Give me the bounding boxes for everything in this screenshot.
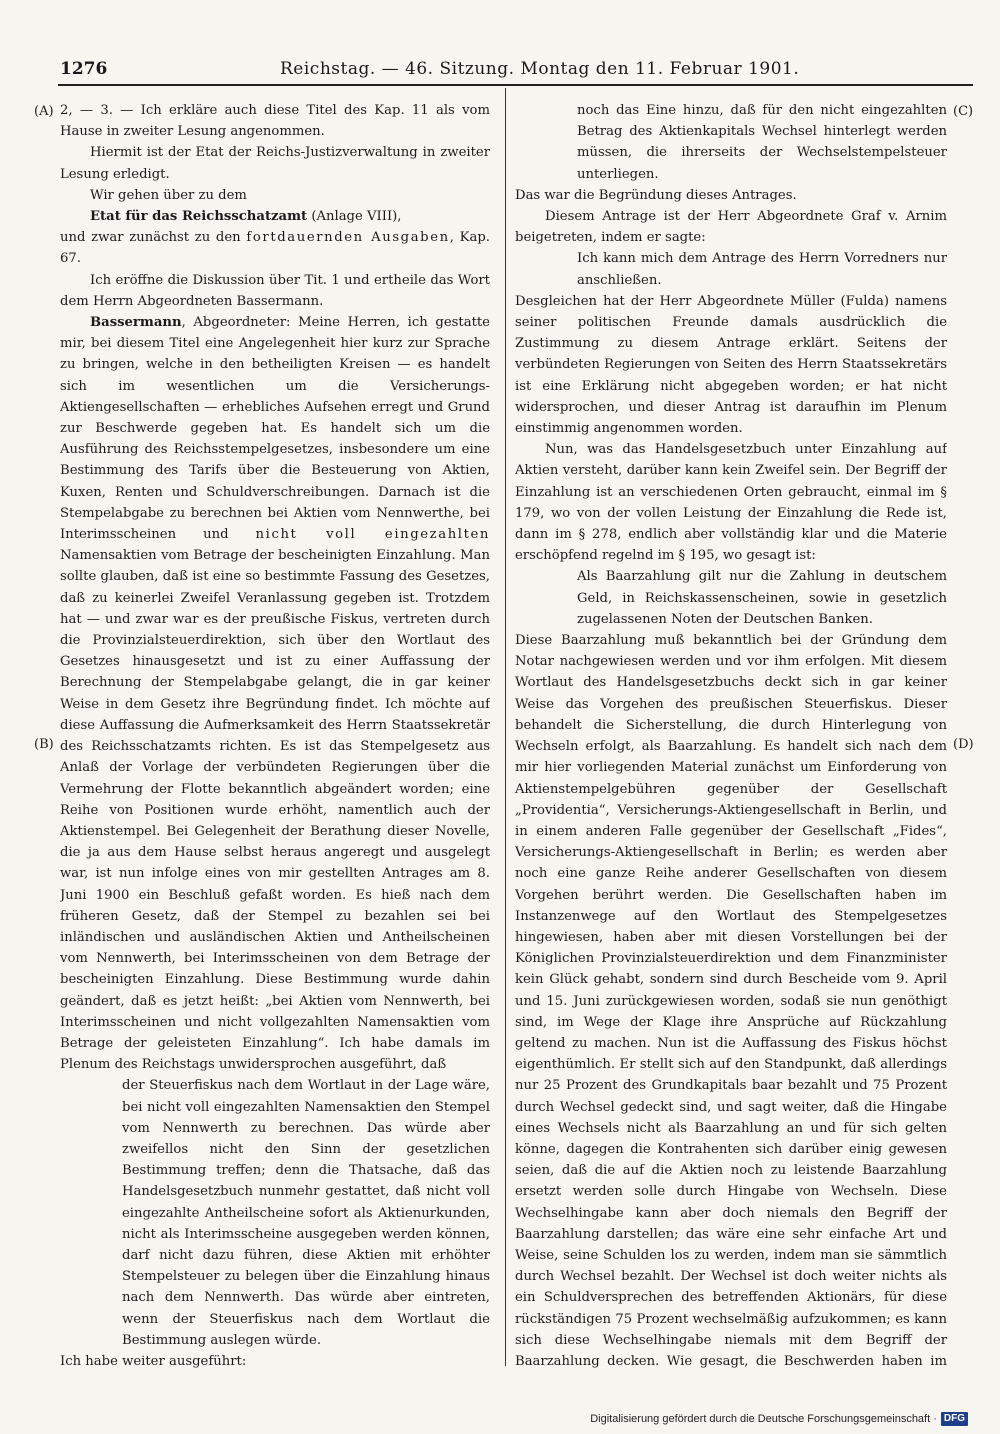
paragraph: Das war die Begründung dieses Antrages. [515, 187, 797, 203]
section-heading [60, 206, 490, 227]
paragraph [60, 227, 490, 269]
header-rule [58, 84, 973, 86]
digitization-credit [590, 1411, 968, 1427]
margin-marker-b: (B) [34, 737, 54, 752]
paragraph: Wir gehen über zu dem [90, 187, 247, 203]
section-heading-title: Etat für das Reichsschatzamt [90, 209, 308, 225]
quoted-paragraph: Ich kann mich dem Antrage des Herrn Vorredners nur anschließen. [577, 251, 947, 288]
paragraph: Hiermit ist der Etat der Reichs-Justizverwaltung in zweiter Lesung erledigt. [60, 145, 490, 182]
paragraph: Ich eröffne die Diskussion über Tit. 1 und ertheile das Wort dem Herrn Abgeordneten Bassermann. [60, 272, 490, 309]
text-run: und zwar zunächst zu den [60, 230, 247, 246]
page-number: 1276 [60, 59, 108, 79]
margin-marker-c: (C) [953, 104, 974, 119]
quoted-paragraph: Als Baarzahlung gilt nur die Zahlung in deutschem Geld, in Reichskassenscheinen, sowie in gesetzlich zugelassenen Noten der Deutschen Banken. [577, 569, 947, 627]
margin-marker-d: (D) [953, 737, 974, 752]
right-column [515, 100, 947, 1370]
section-heading-annex: (Anlage VIII), [307, 209, 402, 225]
running-title: Reichstag. — 46. Sitzung. Montag den 11. Februar 1901. [280, 59, 800, 79]
credit-text: Digitalisierung gefördert durch die Deutsche Forschungsgemeinschaft · [590, 1413, 937, 1425]
paragraph: Diese Baarzahlung muß bekanntlich bei der Gründung dem Notar nachgewiesen werden und vor ihm erfolgen. Mit diesem Wortlaut des Handelsgesetzbuchs deckt sich in gar keiner Weise das Vorgehen des preußischen Steuerfiskus. Dieser behandelt die Sicherstellung, die durch Hinterlegung von Wechseln erfolgt, als Baarzahlung. Es handelt sich nach dem mir hier vorliegenden Material zunächst um Einforderung von Aktienstempelgebühren gegenüber der Gesellschaft „Providentia“, Versicherungs-Aktiengesellschaft in Berlin, und in einem anderen Falle gegenüber der Gesellschaft „Fides“, Versicherungs-Aktiengesellschaft in Berlin; es werden aber noch eine ganze Reihe anderer Gesellschaften von diesem Vorgehen berührt werden. Die Gesellschaften haben im Instanzenwege auf den Wortlaut des Stempelgesetzes hingewiesen, haben aber mit diesen Vorstellungen bei der Königlichen Provinzialsteuerdirektion und dem Finanzminister kein Glück gehabt, sondern sind durch Bescheide vom 9. April und 15. Juni zurückgewiesen worden, sodaß sie nun genöthigt sind, im Wege der Klage ihre Ansprüche auf Rückzahlung geltend zu machen. Nun ist die Auffassung des Fiskus höchst eigenthümlich. Er stellt sich auf den Standpunkt, daß allerdings nur 25 Prozent des Grundkapitals baar bezahlt und 75 Prozent durch Wechsel gedeckt sind, und sagt weiter, daß die Hingabe eines Wechsels nicht als Baarzahlung an und für sich gelten könne, dagegen die Kontrahenten sich darüber einig gewesen seien, daß die auf die Aktien noch zu leistende Baarzahlung ersetzt werden solle durch Hingabe von Wechseln. Diese Wechselhingabe kann aber doch niemals den Begriff der Baarzahlung darstellen; das wäre eine sehr einfache Art und Weise, seine Schulden los zu werden, indem man sie sämmtlich durch Wechsel bezahlt. Der Wechsel ist doch weiter nichts als ein Schuldversprechen des betreffenden Aktionärs, für diese rückständigen 75 Prozent wechselmäßig aufzukommen; es kann sich diese Wechselhingabe niemals mit dem Begriff der Baarzahlung decken. Wie gesagt, die Beschwerden haben im [515, 633, 947, 1369]
text-run: Namensaktien vom Betrage der bescheinigten Einzahlung. Man sollte glauben, daß ist eine so bestimmte Fassung des Gesetzes, daß zu keinerlei Zweifel Veranlassung gegeben ist. Trotzdem hat — und zwar war es der preußische Fiskus, vertreten durch die Provinzialsteuerdirektion, sich über den Wortlaut des Gesetzes hinausgesetzt und ist zu einer Auffassung der Berechnung der Stempelabgabe gelangt, die in gar keiner Weise in dem Gesetz ihre Begründung findet. Ich möchte auf diese Auffassung die Aufmerksamkeit des Herrn Staatssekretär des Reichsschatzamts richten. Es ist das Stempelgesetz aus Anlaß der Vorlage der verbündeten Regierungen über die Vermehrung der Flotte bekanntlich abgeändert worden; eine Reihe von Positionen wurde erhöht, namentlich auch der Aktienstempel. Bei Gelegenheit der Berathung dieser Novelle, die ja aus dem Hause selbst heraus angeregt und ausgelegt war, ist nun infolge eines von mir gestellten Antrages am 8. Juni 1900 ein Beschluß gefaßt worden. Es hieß nach dem früheren Gesetz, daß der Stempel zu bezahlen sei bei inländischen und ausländischen Aktien und Antheilscheinen vom Nennwerth, bei Interimsscheinen von dem Betrage der bescheinigten Einzahlung. Diese Bestimmung wurde dahin geändert, daß es jetzt heißt: „bei Aktien vom Nennwerth, bei Interimsscheinen und nicht vollgezahlten Namensaktien vom Betrage der geleisteten Einzahlung“. Ich habe damals im Plenum des Reichstags unwidersprochen ausgeführt, daß [60, 548, 490, 1073]
emphasis-run: nicht voll eingezahlten [255, 527, 490, 543]
emphasis-run: fortdauernden Ausgaben [246, 230, 450, 246]
dfg-logo: DFG [941, 1412, 968, 1426]
quoted-paragraph: der Steuerfiskus nach dem Wortlaut in der Lage wäre, bei nicht voll eingezahlten Namensaktien den Stempel vom Nennwerth zu berechnen. Das würde aber zweifellos nicht den Sinn der gesetzlichen Bestimmung treffen; denn die Thatsache, daß das Handelsgesetzbuch nunmehr gestattet, daß nicht voll eingezahlte Antheilscheine sofort als Aktienurkunden, nicht als Interimsscheine ausgegeben werden können, darf nicht dazu führen, diese Aktien mit erhöhter Stempelsteuer zu belegen über die Einzahlung hinaus nach dem Nennwerth. Das würde aber eintreten, wenn der Steuerfiskus nach dem Wortlaut die Bestimmung auslegen würde. [122, 1078, 490, 1348]
paragraph: 2, — 3. — Ich erkläre auch diese Titel des Kap. 11 als vom Hause in zweiter Lesung angenommen. [60, 103, 490, 140]
left-column [60, 100, 490, 1370]
paragraph: Diesem Antrage ist der Herr Abgeordnete Graf v. Arnim beigetreten, indem er sagte: [515, 209, 947, 246]
quoted-paragraph: noch das Eine hinzu, daß für den nicht eingezahlten Betrag des Aktienkapitals Wechsel hinterlegt werden müssen, die ihrerseits der Wechselstempelsteuer unterliegen. [577, 103, 947, 182]
text-run: , Abgeordneter: Meine Herren, ich gestatte mir, bei diesem Titel eine Angelegenheit hier kurz zur Sprache zu bringen, welche in den betheiligten Kreisen — es handelt sich im wesentlichen um die Versicherungs-Aktiengesellschaften — erhebliches Aufsehen erregt und Grund zur Beschwerde gegeben hat. Es handelt sich um die Ausführung des Reichsstempelgesetzes, insbesondere um eine Bestimmung des Tarifs über die Besteuerung von Aktien, Kuxen, Renten und Schuldverschreibungen. Darnach ist die Stempelabgabe zu berechnen bei Aktien vom Nennwerthe, bei Interimsscheinen und [60, 315, 490, 543]
column-divider [505, 88, 506, 1366]
speech-paragraph [60, 312, 490, 1075]
paragraph: Ich habe weiter ausgeführt: [60, 1353, 247, 1369]
margin-marker-a: (A) [34, 104, 54, 119]
paragraph: Nun, was das Handelsgesetzbuch unter Einzahlung auf Aktien versteht, darüber kann kein Zweifel sein. Der Begriff der Einzahlung ist an verschiedenen Orten gebraucht, einmal im § 179, wo von der vollen Leistung der Einzahlung die Rede ist, dann im § 278, endlich aber vollständig klar und die Materie erschöpfend regelnd im § 195, wo gesagt ist: [515, 442, 947, 564]
speaker-name: Bassermann [90, 315, 182, 331]
paragraph: Desgleichen hat der Herr Abgeordnete Müller (Fulda) namens seiner politischen Freunde damals ausdrücklich die Zustimmung zu diesem Antrage erklärt. Seitens der verbündeten Regierungen von Seiten des Herrn Staatssekretärs ist eine Erklärung nicht abgegeben worden; er hat nicht widersprochen, und dieser Antrag ist daraufhin im Plenum einstimmig angenommen worden. [515, 293, 947, 437]
text-run: , Kap. 67. [60, 230, 490, 267]
running-header [60, 58, 975, 80]
